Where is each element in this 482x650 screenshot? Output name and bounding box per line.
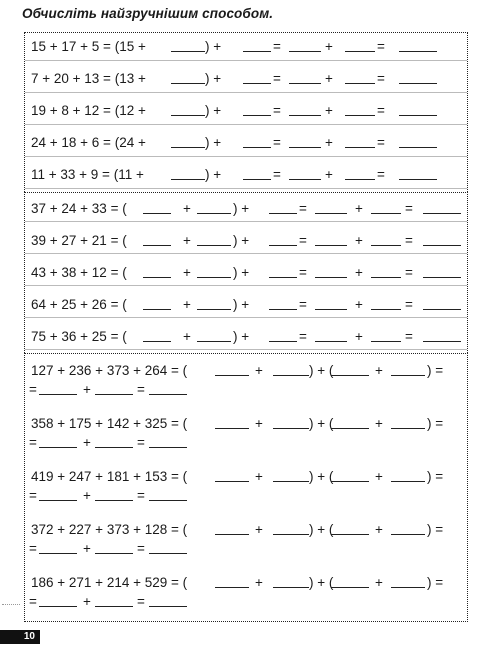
- equation-line: [25, 167, 467, 183]
- operator-symbol: =: [377, 71, 385, 86]
- operator-symbol: +: [83, 541, 91, 556]
- operator-symbol: =: [299, 201, 307, 216]
- answer-blank[interactable]: [143, 233, 171, 246]
- operator-symbol: +: [355, 297, 363, 312]
- equation-expression: 43 + 38 + 12 = (: [31, 265, 127, 280]
- answer-blank[interactable]: [315, 201, 347, 214]
- exercise-group-3: [24, 353, 468, 622]
- answer-blank[interactable]: [331, 522, 369, 535]
- operator-symbol: +: [325, 167, 333, 182]
- equation-expression: 7 + 20 + 13 = (13 +: [31, 71, 146, 86]
- answer-blank[interactable]: [391, 575, 425, 588]
- answer-blank[interactable]: [289, 103, 321, 116]
- equation-line: [25, 469, 467, 485]
- operator-symbol: =: [299, 265, 307, 280]
- answer-blank[interactable]: [143, 297, 171, 310]
- answer-blank[interactable]: [399, 135, 437, 148]
- operator-symbol: ) =: [427, 522, 444, 537]
- operator-symbol: +: [255, 416, 263, 431]
- answer-blank[interactable]: [95, 594, 133, 607]
- equation-continuation: [25, 382, 467, 398]
- equation-expression: 419 + 247 + 181 + 153 = (: [31, 469, 188, 484]
- operator-symbol: =: [137, 382, 145, 397]
- answer-blank[interactable]: [149, 382, 187, 395]
- operator-symbol: +: [83, 594, 91, 609]
- operator-symbol: ) + (: [309, 575, 334, 590]
- answer-blank[interactable]: [391, 416, 425, 429]
- answer-blank[interactable]: [197, 201, 231, 214]
- answer-blank[interactable]: [371, 265, 401, 278]
- answer-blank[interactable]: [289, 71, 321, 84]
- answer-blank[interactable]: [315, 329, 347, 342]
- row-separator: [25, 188, 467, 189]
- equation-line: [25, 135, 467, 151]
- operator-symbol: ) +: [205, 71, 222, 86]
- equation-expression: 64 + 25 + 26 = (: [31, 297, 127, 312]
- answer-blank[interactable]: [149, 488, 187, 501]
- operator-symbol: +: [355, 265, 363, 280]
- equation-row: [25, 297, 467, 313]
- operator-symbol: ) +: [233, 329, 250, 344]
- equation-expression: 24 + 18 + 6 = (24 +: [31, 135, 146, 150]
- equation-line: [25, 103, 467, 119]
- answer-blank[interactable]: [143, 265, 171, 278]
- equation-row: [25, 416, 467, 451]
- operator-symbol: ) =: [427, 363, 444, 378]
- answer-blank[interactable]: [391, 522, 425, 535]
- answer-blank[interactable]: [345, 135, 375, 148]
- answer-blank[interactable]: [143, 329, 171, 342]
- equation-row: [25, 329, 467, 345]
- operator-symbol: =: [299, 297, 307, 312]
- operator-symbol: +: [183, 297, 191, 312]
- operator-symbol: +: [255, 363, 263, 378]
- row-separator: [25, 156, 467, 157]
- operator-symbol: =: [137, 435, 145, 450]
- row-separator: [25, 253, 467, 254]
- answer-blank[interactable]: [345, 39, 375, 52]
- operator-symbol: ) +: [205, 103, 222, 118]
- equation-row: [25, 135, 467, 151]
- operator-symbol: =: [299, 329, 307, 344]
- answer-blank[interactable]: [215, 575, 249, 588]
- answer-blank[interactable]: [289, 167, 321, 180]
- answer-blank[interactable]: [273, 469, 309, 482]
- answer-blank[interactable]: [423, 329, 461, 342]
- answer-blank[interactable]: [315, 233, 347, 246]
- operator-symbol: ) +: [205, 167, 222, 182]
- answer-blank[interactable]: [399, 71, 437, 84]
- answer-blank[interactable]: [215, 363, 249, 376]
- equation-expression: 186 + 271 + 214 + 529 = (: [31, 575, 188, 590]
- operator-symbol: ) =: [427, 416, 444, 431]
- operator-symbol: +: [375, 363, 383, 378]
- equation-row: [25, 201, 467, 217]
- equation-row: [25, 71, 467, 87]
- answer-blank[interactable]: [399, 39, 437, 52]
- operator-symbol: +: [255, 522, 263, 537]
- answer-blank[interactable]: [331, 469, 369, 482]
- answer-blank[interactable]: [39, 488, 77, 501]
- answer-blank[interactable]: [95, 541, 133, 554]
- operator-symbol: +: [83, 488, 91, 503]
- operator-symbol: =: [273, 71, 281, 86]
- row-separator: [25, 349, 467, 350]
- operator-symbol: =: [273, 135, 281, 150]
- operator-symbol: +: [255, 575, 263, 590]
- operator-symbol: +: [375, 416, 383, 431]
- answer-blank[interactable]: [345, 167, 375, 180]
- operator-symbol: ) =: [427, 575, 444, 590]
- answer-blank[interactable]: [243, 103, 271, 116]
- answer-blank[interactable]: [197, 329, 231, 342]
- operator-symbol: +: [375, 522, 383, 537]
- operator-symbol: +: [183, 201, 191, 216]
- answer-blank[interactable]: [171, 135, 205, 148]
- answer-blank[interactable]: [423, 233, 461, 246]
- operator-symbol: ) +: [233, 265, 250, 280]
- row-separator: [25, 124, 467, 125]
- row-separator: [25, 60, 467, 61]
- exercise-group-1: [24, 32, 468, 192]
- operator-symbol: =: [137, 541, 145, 556]
- answer-blank[interactable]: [95, 488, 133, 501]
- equation-expression: 19 + 8 + 12 = (12 +: [31, 103, 146, 118]
- equation-expression: 127 + 236 + 373 + 264 = (: [31, 363, 188, 378]
- equation-expression: 37 + 24 + 33 = (: [31, 201, 127, 216]
- operator-symbol: ) + (: [309, 522, 334, 537]
- equation-line: [25, 39, 467, 55]
- equation-row: [25, 103, 467, 119]
- operator-symbol: =: [137, 488, 145, 503]
- operator-symbol: =: [377, 167, 385, 182]
- answer-blank[interactable]: [39, 435, 77, 448]
- answer-blank[interactable]: [273, 575, 309, 588]
- answer-blank[interactable]: [197, 297, 231, 310]
- operator-symbol: =: [405, 329, 413, 344]
- answer-blank[interactable]: [331, 575, 369, 588]
- operator-symbol: =: [273, 167, 281, 182]
- answer-blank[interactable]: [269, 329, 297, 342]
- operator-symbol: +: [325, 39, 333, 54]
- operator-symbol: +: [355, 233, 363, 248]
- answer-blank[interactable]: [289, 39, 321, 52]
- operator-symbol: +: [375, 469, 383, 484]
- answer-blank[interactable]: [215, 522, 249, 535]
- equation-row: [25, 167, 467, 183]
- answer-blank[interactable]: [345, 71, 375, 84]
- operator-symbol: +: [355, 329, 363, 344]
- operator-symbol: +: [183, 233, 191, 248]
- operator-symbol: =: [29, 382, 37, 397]
- equation-row: [25, 469, 467, 504]
- operator-symbol: +: [375, 575, 383, 590]
- answer-blank[interactable]: [391, 469, 425, 482]
- operator-symbol: =: [405, 233, 413, 248]
- answer-blank[interactable]: [269, 233, 297, 246]
- operator-symbol: +: [183, 329, 191, 344]
- operator-symbol: ) +: [205, 39, 222, 54]
- operator-symbol: +: [355, 201, 363, 216]
- equation-continuation: [25, 541, 467, 557]
- answer-blank[interactable]: [371, 297, 401, 310]
- row-separator: [25, 221, 467, 222]
- answer-blank[interactable]: [171, 71, 205, 84]
- answer-blank[interactable]: [39, 541, 77, 554]
- operator-symbol: ) + (: [309, 363, 334, 378]
- answer-blank[interactable]: [95, 382, 133, 395]
- equation-expression: 39 + 27 + 21 = (: [31, 233, 127, 248]
- answer-blank[interactable]: [95, 435, 133, 448]
- answer-blank[interactable]: [331, 363, 369, 376]
- answer-blank[interactable]: [269, 297, 297, 310]
- answer-blank[interactable]: [39, 382, 77, 395]
- operator-symbol: ) =: [427, 469, 444, 484]
- answer-blank[interactable]: [273, 363, 309, 376]
- operator-symbol: +: [325, 71, 333, 86]
- answer-blank[interactable]: [243, 167, 271, 180]
- equation-line: [25, 233, 467, 249]
- answer-blank[interactable]: [149, 594, 187, 607]
- equation-expression: 75 + 36 + 25 = (: [31, 329, 127, 344]
- operator-symbol: +: [325, 135, 333, 150]
- operator-symbol: =: [29, 594, 37, 609]
- answer-blank[interactable]: [215, 469, 249, 482]
- equation-line: [25, 575, 467, 591]
- answer-blank[interactable]: [171, 167, 205, 180]
- operator-symbol: ) + (: [309, 469, 334, 484]
- corner-mark: [2, 604, 20, 612]
- equation-row: [25, 265, 467, 281]
- answer-blank[interactable]: [399, 103, 437, 116]
- exercise-group-2: [24, 192, 468, 353]
- operator-symbol: =: [377, 135, 385, 150]
- answer-blank[interactable]: [391, 363, 425, 376]
- operator-symbol: ) +: [233, 297, 250, 312]
- equation-continuation: [25, 435, 467, 451]
- answer-blank[interactable]: [171, 39, 205, 52]
- equation-row: [25, 575, 467, 610]
- operator-symbol: ) + (: [309, 416, 334, 431]
- operator-symbol: +: [183, 265, 191, 280]
- answer-blank[interactable]: [243, 39, 271, 52]
- answer-blank[interactable]: [149, 435, 187, 448]
- equation-row: [25, 39, 467, 55]
- answer-blank[interactable]: [315, 265, 347, 278]
- equation-row: [25, 233, 467, 249]
- operator-symbol: +: [255, 469, 263, 484]
- operator-symbol: =: [405, 297, 413, 312]
- answer-blank[interactable]: [371, 233, 401, 246]
- operator-symbol: +: [83, 382, 91, 397]
- answer-blank[interactable]: [143, 201, 171, 214]
- operator-symbol: ) +: [233, 233, 250, 248]
- operator-symbol: +: [83, 435, 91, 450]
- equation-expression: 358 + 175 + 142 + 325 = (: [31, 416, 188, 431]
- answer-blank[interactable]: [197, 233, 231, 246]
- operator-symbol: =: [377, 103, 385, 118]
- answer-blank[interactable]: [171, 103, 205, 116]
- operator-symbol: ) +: [205, 135, 222, 150]
- equation-expression: 11 + 33 + 9 = (11 +: [31, 167, 144, 182]
- equation-line: [25, 416, 467, 432]
- operator-symbol: +: [325, 103, 333, 118]
- exercise-instruction: Обчисліть найзручнішим способом.: [22, 6, 274, 21]
- answer-blank[interactable]: [273, 522, 309, 535]
- operator-symbol: =: [405, 201, 413, 216]
- answer-blank[interactable]: [215, 416, 249, 429]
- equation-line: [25, 201, 467, 217]
- answer-blank[interactable]: [423, 297, 461, 310]
- answer-blank[interactable]: [423, 201, 461, 214]
- answer-blank[interactable]: [269, 265, 297, 278]
- answer-blank[interactable]: [269, 201, 297, 214]
- equation-line: [25, 522, 467, 538]
- row-separator: [25, 285, 467, 286]
- answer-blank[interactable]: [331, 416, 369, 429]
- operator-symbol: =: [29, 541, 37, 556]
- answer-blank[interactable]: [273, 416, 309, 429]
- answer-blank[interactable]: [243, 71, 271, 84]
- operator-symbol: =: [29, 435, 37, 450]
- equation-expression: 372 + 227 + 373 + 128 = (: [31, 522, 188, 537]
- equation-line: [25, 329, 467, 345]
- answer-blank[interactable]: [289, 135, 321, 148]
- answer-blank[interactable]: [197, 265, 231, 278]
- row-separator: [25, 92, 467, 93]
- page-number: 10: [0, 630, 40, 644]
- answer-blank[interactable]: [371, 201, 401, 214]
- answer-blank[interactable]: [315, 297, 347, 310]
- operator-symbol: =: [273, 103, 281, 118]
- answer-blank[interactable]: [345, 103, 375, 116]
- answer-blank[interactable]: [149, 541, 187, 554]
- answer-blank[interactable]: [399, 167, 437, 180]
- operator-symbol: =: [299, 233, 307, 248]
- equation-row: [25, 363, 467, 398]
- equation-line: [25, 297, 467, 313]
- equation-line: [25, 363, 467, 379]
- equation-line: [25, 71, 467, 87]
- answer-blank[interactable]: [243, 135, 271, 148]
- operator-symbol: ) +: [233, 201, 250, 216]
- equation-row: [25, 522, 467, 557]
- operator-symbol: =: [137, 594, 145, 609]
- answer-blank[interactable]: [371, 329, 401, 342]
- operator-symbol: =: [273, 39, 281, 54]
- equation-continuation: [25, 488, 467, 504]
- equation-continuation: [25, 594, 467, 610]
- equation-line: [25, 265, 467, 281]
- operator-symbol: =: [377, 39, 385, 54]
- row-separator: [25, 317, 467, 318]
- operator-symbol: =: [405, 265, 413, 280]
- operator-symbol: =: [29, 488, 37, 503]
- equation-expression: 15 + 17 + 5 = (15 +: [31, 39, 146, 54]
- answer-blank[interactable]: [423, 265, 461, 278]
- answer-blank[interactable]: [39, 594, 77, 607]
